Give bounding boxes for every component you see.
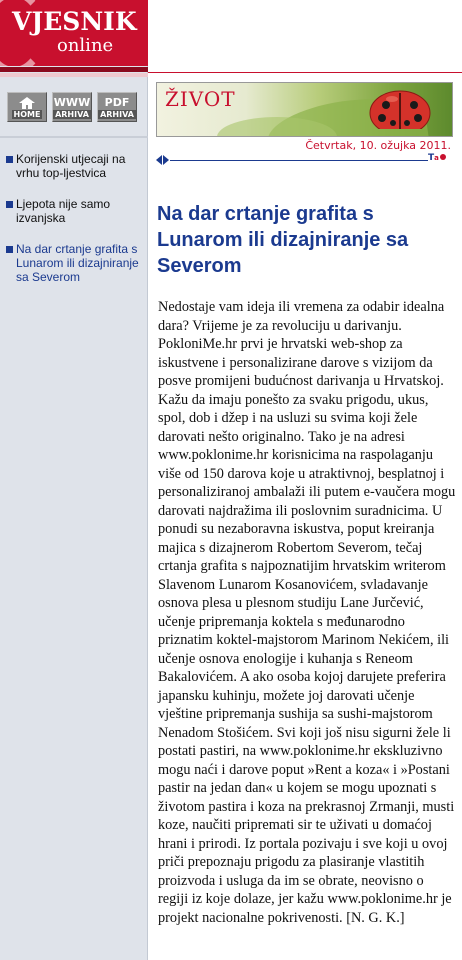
www-archive-icon: WWW <box>53 96 91 109</box>
related-articles-list <box>6 152 140 301</box>
issue-date: Četvrtak, 10. ožujka 2011. <box>305 139 451 152</box>
article-headline: Na dar crtanje grafita s Lunarom ili dizajniranje sa Severom <box>157 203 409 277</box>
next-arrow-icon[interactable] <box>163 155 169 165</box>
previous-arrow-icon[interactable] <box>156 155 162 165</box>
left-sidebar <box>0 0 148 960</box>
text-size-icon[interactable]: Ta <box>428 153 446 163</box>
ladybug-icon <box>362 85 438 129</box>
navigation-bar <box>156 153 453 167</box>
www-archive-button[interactable] <box>52 92 92 122</box>
article-body: Nedostaje vam ideja ili vremena za odabir idealna dara? Vrijeme je za revoluciju u darivanju. PokloniMe.hr prvi je hrvatski web-shop za iskustvene i personalizirane darove s vizijom da posve promijeni budućnost darivanja u Hrvatskoj. Kažu da imaju ponešto za svaku prigodu, ukus, spol, dob i džep i na usluzi su svima koji žele darovati nešto originalno. Tako je na adresi www.poklonime.hr korisnicima na raspolaganju više od 150 darova koje u atraktivnoj, besplatnoj i personaliziranoj ambalaži ili putem e-vaučera mogu darovati najdražima ili poslovnim suradnicima. U ponudi su nezaboravna iskustva, poput kreiranja majica s dizajnerom Robertom Severom, tečaj crtanja grafita s najpoznatijim hrvatskim writerom Slavenom Lunarom Kosanovićem, svladavanje osnova plesa u plesnom studiju Lane Jurčević, učenje pripremanja koktela s međunarodno priznatim koktel-majstorom Marinom Nekićem, ili učenje osnova enologije i kuhanja s Reneom Bakalovićem. A ako osoba kojoj darujete preferira japansku kuhinju, možete joj darovati učenje vještine pripremanja sushija sa sushi-majstorom Nenadom Stošićem. Svi koji još nisu sigurni žele li postati pastiri, na www.poklonime.hr ekskluzivno mogu naći i darove poput »Rent a koza« i »Postani pastir na jedan dan« u kojem se mogu upoznati s životom pastira i koza na prekrasnoj Zrmanji, musti koze, naučiti pripremati sir te uživati u domaćoj hrani i prirodi. Iz portala pozivaju i sve koji u ovoj priči prepoznaju prigodu za plasiranje vlastitih proizvoda i usluga da im se obrate, neovisno o regiji iz koje dolaze, jer kažu www.poklonime.hr je projekt nacionalne pokrivenosti. [N. G. K.] <box>158 299 456 926</box>
header-divider <box>148 72 462 73</box>
pdf-archive-label: ARHIVA <box>100 110 134 119</box>
www-archive-label: ARHIVA <box>55 110 89 119</box>
home-button[interactable] <box>7 92 47 122</box>
home-icon <box>19 97 35 109</box>
sidebar-item-link-active[interactable]: Na dar crtanje grafita s Lunarom ili dizajniranje sa Severom <box>16 242 139 284</box>
logo-underline <box>0 67 148 72</box>
logo-sub: online <box>57 35 114 56</box>
bullet-icon <box>6 246 13 253</box>
sidebar-divider <box>0 136 148 138</box>
bullet-icon <box>6 156 13 163</box>
sidebar-item-link[interactable]: Ljepota nije samo izvanjska <box>16 197 111 225</box>
list-item <box>6 197 140 225</box>
logo-brand: VJESNIK <box>12 7 137 36</box>
list-item <box>6 152 140 180</box>
navigation-line <box>170 160 428 161</box>
home-button-label: HOME <box>13 110 41 119</box>
nav-icon-bar <box>7 92 137 122</box>
list-item <box>6 242 140 284</box>
sidebar-item-link[interactable]: Korijenski utjecaji na vrhu top-ljestvica <box>16 152 126 180</box>
section-title: ŽIVOT <box>165 87 236 111</box>
bullet-icon <box>6 201 13 208</box>
logo-underline-pale <box>0 73 148 77</box>
pdf-archive-icon: PDF <box>104 96 130 109</box>
pdf-archive-button[interactable] <box>97 92 137 122</box>
vjesnik-logo[interactable] <box>0 0 148 66</box>
section-banner <box>156 82 453 137</box>
